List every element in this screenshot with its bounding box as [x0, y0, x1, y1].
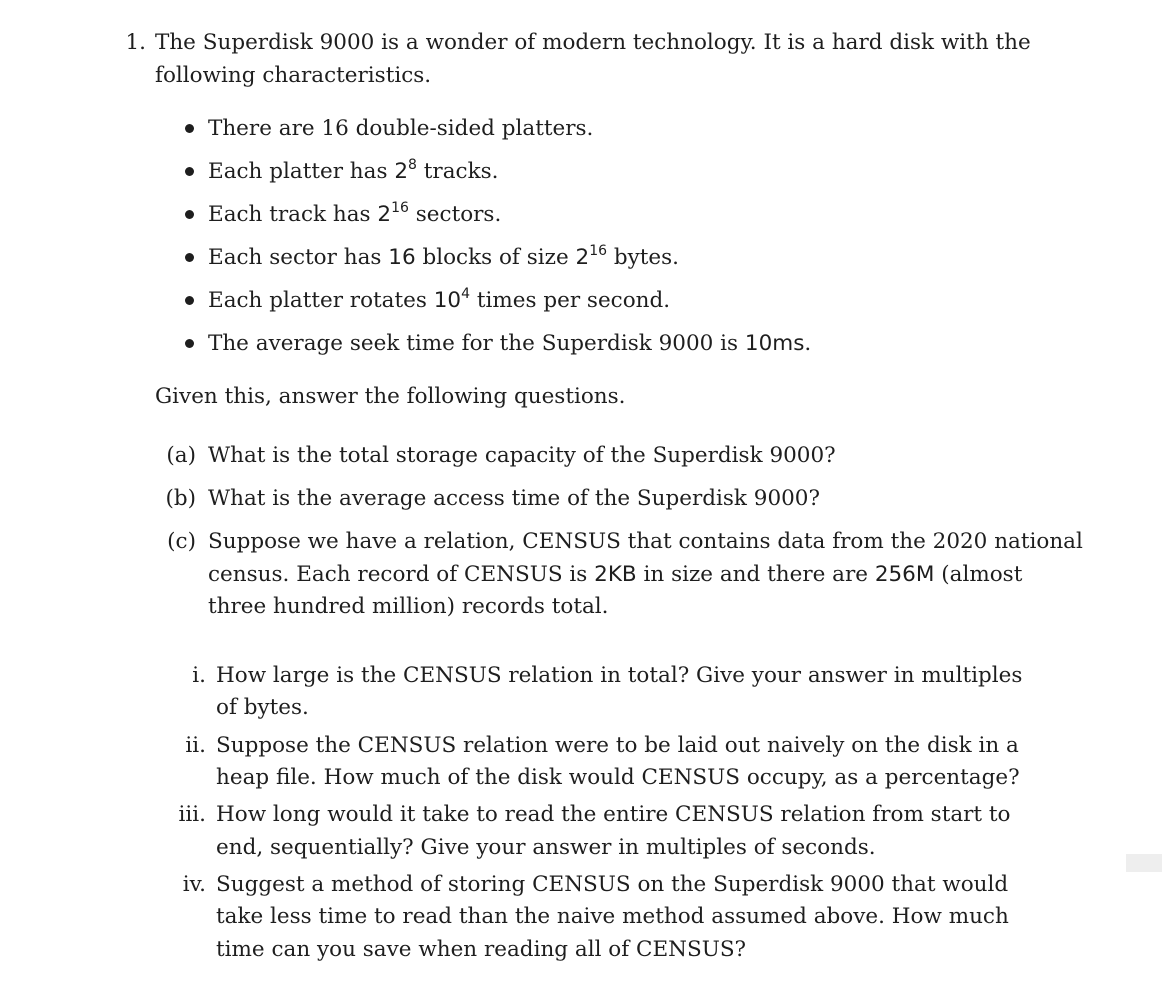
- subquestion-iv-label: iv.: [182, 872, 206, 897]
- subquestion-ii-line-1: Suppose the CENSUS relation were to be laid out naively on the disk in a: [216, 733, 1019, 758]
- bullet-dot: [185, 124, 194, 133]
- list-item: Each track has $2^{16}$ sectors.: [208, 199, 502, 227]
- question-c-line-3: three hundred million) records total.: [208, 594, 609, 619]
- list-item: Each sector has 16 blocks of size $2^{16}$ bytes.: [208, 242, 680, 270]
- subquestion-iii-line-2: end, sequentially? Give your answer in multiples of seconds.: [216, 835, 876, 860]
- question-c-label: (c): [167, 529, 196, 554]
- question-a-label: (a): [166, 443, 196, 468]
- question-b-text: What is the average access time of the Superdisk 9000?: [208, 486, 821, 511]
- subquestion-i-label: i.: [192, 663, 206, 688]
- subquestion-iii-label: iii.: [178, 802, 206, 827]
- bullet-dot: [185, 167, 194, 176]
- bullet-dot: [185, 296, 194, 305]
- bullet-dot: [185, 210, 194, 219]
- bullet-dot: [185, 339, 194, 348]
- subquestion-ii-label: ii.: [185, 733, 206, 758]
- question-c-line-1: Suppose we have a relation, CENSUS that contains data from the 2020 national: [208, 529, 1083, 554]
- subquestion-iv-line-3: time can you save when reading all of CENSUS?: [216, 937, 747, 962]
- list-item: There are 16 double-sided platters.: [208, 116, 594, 141]
- subquestion-i-line-2: of bytes.: [216, 695, 309, 720]
- problem-intro-line-2: following characteristics.: [155, 63, 432, 88]
- scrollbar-thumb[interactable]: [1126, 854, 1162, 872]
- list-item: Each platter rotates $10^4$ times per second.: [208, 285, 671, 313]
- problem-number: 1.: [125, 30, 146, 55]
- question-a-text: What is the total storage capacity of the Superdisk 9000?: [208, 443, 836, 468]
- list-item: Each platter has $2^8$ tracks.: [208, 156, 499, 184]
- subquestion-iii-line-1: How long would it take to read the entire CENSUS relation from start to: [216, 802, 1011, 827]
- bullet-dot: [185, 253, 194, 262]
- given-text: Given this, answer the following questions.: [155, 384, 626, 409]
- question-b-label: (b): [165, 486, 196, 511]
- subquestion-ii-line-2: heap file. How much of the disk would CENSUS occupy, as a percentage?: [216, 765, 1020, 790]
- question-c-line-2: census. Each record of CENSUS is 2KB in size and there are 256M (almost: [208, 562, 1023, 587]
- problem-intro-line-1: The Superdisk 9000 is a wonder of modern technology. It is a hard disk with the: [155, 30, 1031, 55]
- subquestion-iv-line-2: take less time to read than the naive method assumed above. How much: [216, 904, 1009, 929]
- subquestion-iv-line-1: Suggest a method of storing CENSUS on the Superdisk 9000 that would: [216, 872, 1009, 897]
- list-item: The average seek time for the Superdisk 9000 is 10ms.: [208, 331, 812, 356]
- subquestion-i-line-1: How large is the CENSUS relation in total? Give your answer in multiples: [216, 663, 1023, 688]
